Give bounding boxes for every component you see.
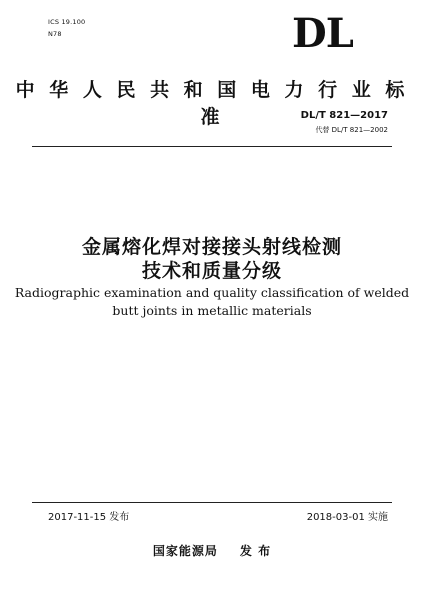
issuer-name: 国家能源局	[152, 544, 218, 558]
issuer-line	[0, 542, 424, 559]
english-title-line-2: butt joints in metallic materials	[112, 303, 312, 318]
classification-code: N78	[48, 30, 62, 38]
dl-logo: DL	[292, 10, 353, 57]
ics-code: ICS 19.100	[48, 18, 86, 26]
issuer-action: 发 布	[239, 544, 272, 558]
chinese-title-line-2: 技术和质量分级	[141, 260, 282, 282]
standard-number: DL/T 821—2017	[300, 110, 388, 121]
replaced-standard: 代替 DL/T 821—2002	[315, 126, 388, 134]
chinese-title-line-1: 金属熔化焊对接接头射线检测	[81, 236, 342, 258]
bottom-divider	[32, 502, 392, 503]
english-title-line-1: Radiographic examination and quality classification of welded	[14, 285, 410, 300]
issue-date: 2017-11-15 发布	[48, 512, 130, 523]
standard-category-title: 中 华 人 民 共 和 国 电 力 行 业 标 准	[15, 79, 409, 128]
implementation-date: 2018-03-01 实施	[306, 512, 388, 523]
top-divider	[32, 146, 392, 147]
